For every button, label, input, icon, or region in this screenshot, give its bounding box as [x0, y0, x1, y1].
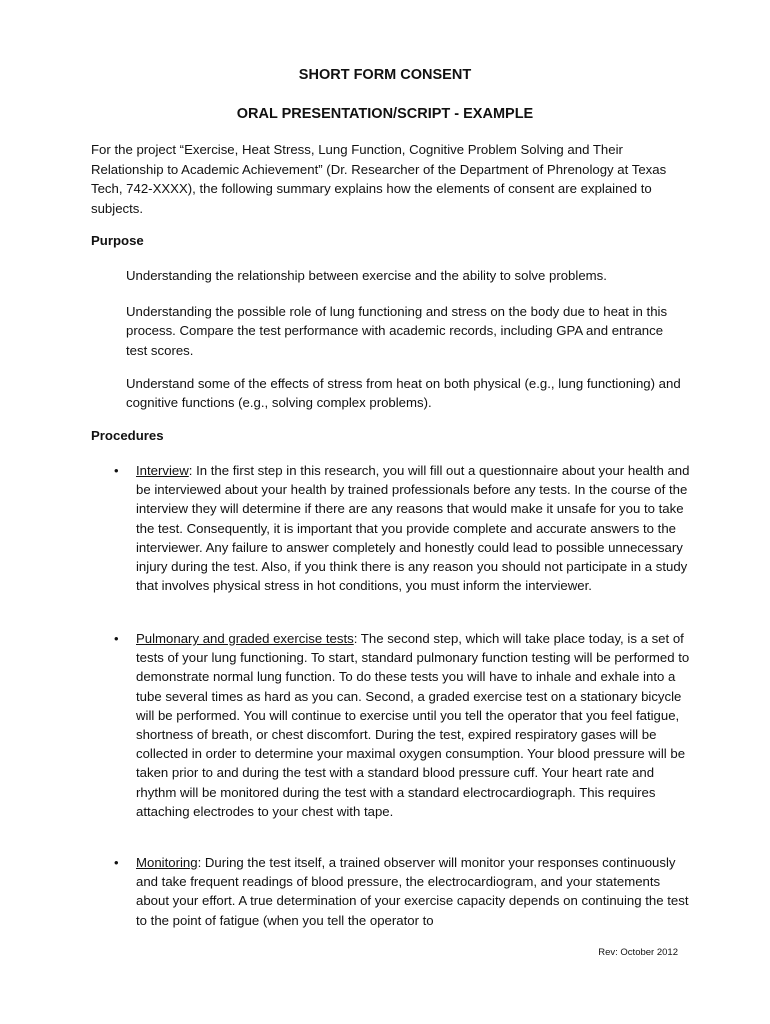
procedure-body: : In the first step in this research, you will fill out a questionnaire about your health and be interviewed about your health by trained professionals before any tests. In the course of the interview they will determine if there are any reasons that would make it unsafe for you to take the test. Consequently, it is important that you provide complete and accurate answers to the interviewer. Any failure to answer completely and honestly could lead to possible unnecessary injury during the test. Also, if you think there is any reason you should not participate in a study that involves physical stress in hot conditions, you must inform the interviewer.: [136, 463, 690, 594]
procedure-text: [136, 461, 691, 595]
bullet-icon: •: [114, 463, 119, 478]
bullet-icon: •: [114, 631, 119, 646]
revision-footer: Rev: October 2012: [598, 947, 678, 958]
procedure-body: : The second step, which will take place today, is a set of tests of your lung functioning. To start, standard pulmonary function testing will be performed to demonstrate normal lung function. To do these tests you will have to inhale and exhale into a tube several times as hard as you can. Second, a graded exercise test on a stationary bicycle will be performed. You will continue to exercise until you tell the operator that you feel fatigue, shortness of breath, or chest discomfort. During the test, expired respiratory gases will be collected in order to determine your maximal oxygen consumption. Your blood pressure will be taken prior to and during the test with a standard blood pressure cuff. Your heart rate and rhythm will be monitored during the test with a standard electrocardiograph. This requires attaching electrodes to your chest with tape.: [136, 631, 690, 819]
procedure-label: Pulmonary and graded exercise tests: [136, 631, 354, 646]
procedure-text: [136, 629, 691, 821]
procedure-text: [136, 853, 691, 930]
procedure-item-exercise-tests: [114, 629, 694, 821]
document-subtitle: ORAL PRESENTATION/SCRIPT - EXAMPLE: [236, 106, 534, 122]
purpose-paragraph: Understand some of the effects of stress from heat on both physical (e.g., lung functioning) and cognitive functions (e.g., solving complex problems).: [126, 376, 681, 411]
procedures-heading: Procedures: [91, 428, 164, 443]
purpose-paragraph: Understanding the relationship between exercise and the ability to solve problems.: [126, 268, 607, 283]
procedure-item-monitoring: [114, 853, 694, 930]
procedure-item-interview: [114, 461, 694, 595]
purpose-paragraph: Understanding the possible role of lung functioning and stress on the body due to heat in this process. Compare the test performance with academic records, including GPA and entrance test scores.: [126, 304, 668, 358]
intro-paragraph: For the project “Exercise, Heat Stress, Lung Function, Cognitive Problem Solving and Their Relationship to Academic Achievement” (Dr. Researcher of the Department of Phrenology at Texas Tech, 742-XXXX), the following summary explains how the elements of consent are explained to subjects.: [91, 142, 667, 216]
bullet-icon: •: [114, 855, 119, 870]
purpose-heading: Purpose: [91, 233, 144, 248]
procedure-body: : During the test itself, a trained observer will monitor your responses continuously and take frequent readings of blood pressure, the electrocardiogram, and your statements about your effort. A true determination of your exercise capacity depends on continuing the test to the point of fatigue (when you tell the operator to: [136, 855, 689, 928]
procedure-label: Interview: [136, 463, 189, 478]
document-title: SHORT FORM CONSENT: [298, 67, 472, 83]
procedure-label: Monitoring: [136, 855, 198, 870]
